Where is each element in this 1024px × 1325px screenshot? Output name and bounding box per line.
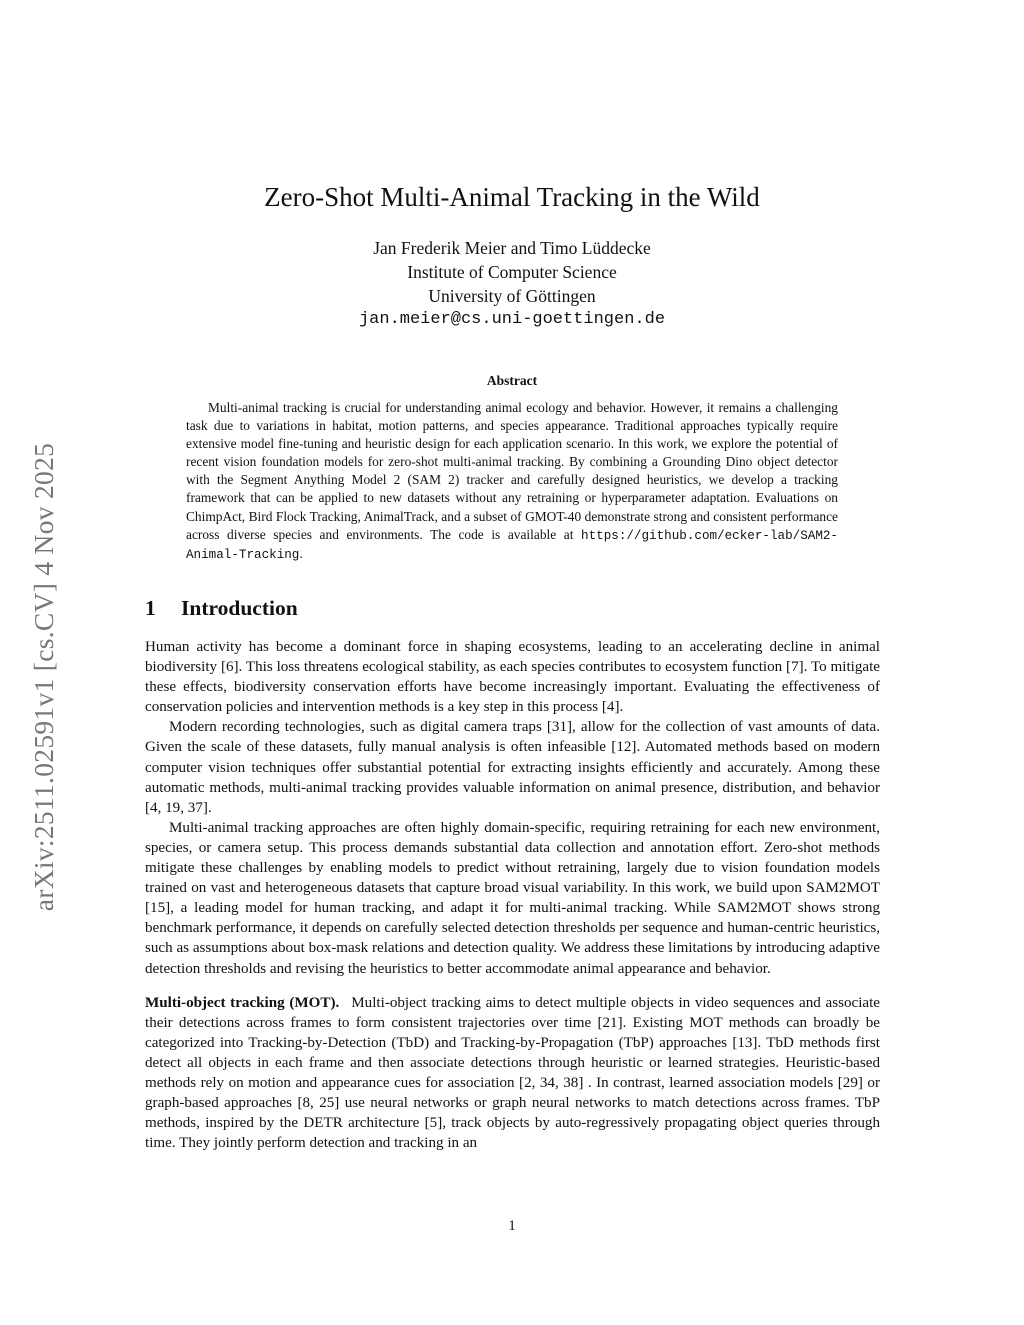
abstract-heading: Abstract: [486, 373, 538, 388]
author-names: Jan Frederik Meier and Timo Lüddecke: [373, 238, 651, 258]
page-number: 1: [508, 1218, 516, 1234]
introduction-body: [145, 637, 880, 1153]
abstract-body-text: Multi-animal tracking is crucial for understanding animal ecology and behavior. However, it remains a challenging task due to variations in habitat, motion patterns, and species appearance. Traditional approaches typically require extensive model fine-tuning and heuristic design for each application scenario. In this work, we explore the potential of recent vision foundation models for zero-shot multi-animal tracking. By combining a Grounding Dino object detector with the Segment Anything Model 2 (SAM 2) tracker and carefully designed heuristics, we develop a tracking framework that can be applied to new datasets without any retraining or hyperparameter adaptation. Evaluations on ChimpAct, Bird Flock Tracking, AnimalTrack, and a subset of GMOT-40 demonstrate strong and consistent performance across diverse species and environments. The code is available at: [186, 400, 838, 542]
intro-paragraph-3: Multi-animal tracking approaches are often highly domain-specific, requiring retraining for each new environment, species, or camera setup. This process demands substantial data collection and annotation effort. Zero-shot methods mitigate these challenges by enabling models to predict without retraining, largely due to vision foundation models trained on vast and heterogeneous datasets that capture broad visual variability. In this work, we build upon SAM2MOT [15], a leading model for human tracking, and adapt it for multi-animal tracking. While SAM2MOT shows strong benchmark performance, it depends on carefully selected detection thresholds per sequence and human-centric heuristics, such as assumptions about box-mask relations and detection quality. We address these limitations by introducing adaptive detection thresholds and revising the heuristics to better accommodate animal appearance and behavior.: [145, 819, 880, 977]
paper-title: Zero-Shot Multi-Animal Tracking in the Wild: [264, 182, 760, 212]
intro-paragraph-1: Human activity has become a dominant force in shaping ecosystems, leading to an accelerating decline in animal biodiversity [6]. This loss threatens ecological stability, as each species contributes to ecosystem function [7]. To mitigate these effects, biodiversity conservation efforts have become increasingly important. Evaluating the effectiveness of conservation policies and intervention methods is a key step in this process [4].: [145, 639, 880, 716]
mot-paragraph-text: Multi-object tracking aims to detect multiple objects in video sequences and associate their detections across frames to form consistent trajectories over time [21]. Existing MOT methods can broadly be categorized into Tracking-by-Detection (TbD) and Tracking-by-Propagation (TbP) approaches [13]. TbD methods first detect all objects in each frame and then associate detections through heuristic or learned strategies. Heuristic-based methods rely on motion and appearance cues for association [2, 34, 38] . In contrast, learned association models [29] or graph-based approaches [8, 25] use neural networks or graph neural networks to match detections across frames. TbP methods, inspired by the DETR architecture [5], track objects by auto-regressively propagating object queries through time. They jointly perform detection and tracking in an: [145, 994, 880, 1152]
arxiv-identifier: [16, 373, 72, 981]
abstract-end-punct: .: [299, 545, 303, 561]
abstract-text: [186, 399, 838, 564]
arxiv-identifier-text: arXiv:2511.02591v1 [cs.CV] 4 Nov 2025: [28, 442, 59, 912]
intro-paragraph-2: Modern recording technologies, such as digital camera traps [31], allow for the collection of vast amounts of data. Given the scale of these datasets, fully manual analysis is often infeasible [12]. Automated methods based on modern computer vision techniques offer substantial potential for extracting insights efficiently and accurately. Among these automatic methods, multi-animal tracking provides valuable information on animal presence, distribution, and behavior [4, 19, 37].: [145, 719, 880, 816]
section-title: Introduction: [181, 596, 298, 620]
mot-paragraph: [145, 993, 880, 1154]
section-number: 1: [145, 596, 156, 620]
author-university: University of Göttingen: [428, 286, 596, 306]
author-block: [0, 236, 1024, 332]
code-url-link[interactable]: https://github.com/ecker-lab/SAM2-Animal-Tracking: [186, 528, 838, 562]
mot-runin-heading: Multi-object tracking (MOT).: [145, 994, 340, 1011]
author-email: jan.meier@cs.uni-goettingen.de: [358, 310, 666, 329]
author-institute: Institute of Computer Science: [407, 262, 617, 282]
section-heading: [145, 594, 298, 622]
